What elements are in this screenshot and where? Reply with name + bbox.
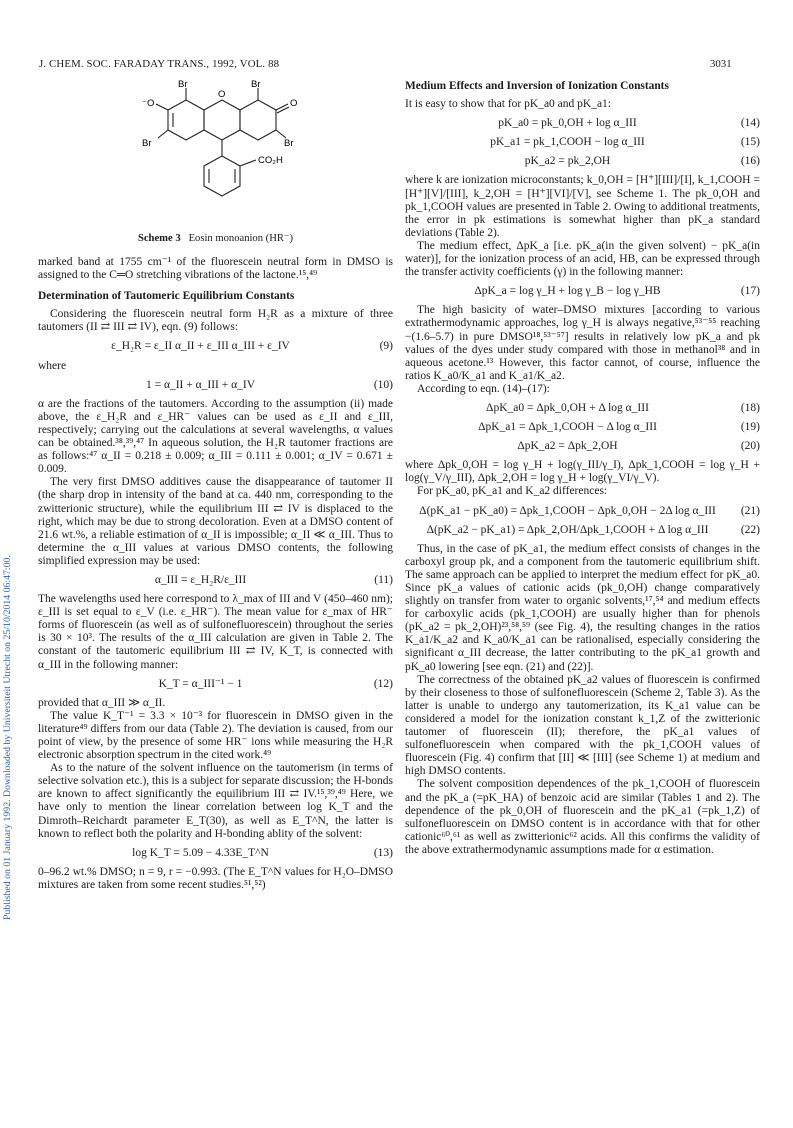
equation-17-number: (17) xyxy=(740,285,760,298)
paragraph-where-delta: where Δpk_0,OH = log γ_H + log(γ_III/γ_I), Δpk_1,COOH = log γ_H + log(γ_V/γ_III), Δpk_2,OH = log γ_H + log(γ_VI/γ_V). xyxy=(405,459,760,485)
paragraph-consider: Considering the fluorescein neutral form H₂R as a mixture of three tautomers (II ⇄ III ⇄ IV), eqn. (9) follows: xyxy=(38,308,393,334)
equation-13-number: (13) xyxy=(373,846,393,859)
eosin-structure xyxy=(38,80,393,228)
scheme-label-br2: Br xyxy=(251,80,261,90)
equation-13-body: log K_T = 5.09 − 4.33E_T^N xyxy=(132,846,269,859)
paragraph-correctness: The correctness of the obtained pK_a2 values of fluorescein is confirmed by their closeness to those of sulfonefluorescein (Scheme 2, Table 3). As the latter is unable to undergo any tautomerization, its K_a1 value can be considered a model for the ionization constant k_1,Z of the zwitterionic tautomer of fluorescein (II); therefore, the pK_a1 values of sulfonefluorescein when compared with the pk_1,COOH values of fluorescein (Fig. 4) confirm that [II] ≪ [III] (see Scheme 1) at medium and high DMSO contents. xyxy=(405,673,760,778)
equation-15-body: pK_a1 = pk_1,COOH − log α_III xyxy=(490,136,645,149)
equation-20-number: (20) xyxy=(740,440,760,453)
scheme-label-br4: Br xyxy=(284,138,294,149)
equation-15-number: (15) xyxy=(740,136,760,149)
equation-18-body: ΔpK_a0 = Δpk_0,OH + Δ log α_III xyxy=(486,401,649,414)
scheme-label-co2h: CO₂H xyxy=(258,155,283,166)
paragraph-kt-value: The value K_T⁻¹ = 3.3 × 10⁻³ for fluorescein in DMSO given in the literature⁴⁹ differs from our data (Table 2). The deviation is caused, from our point of view, by the presence of some HR⁻ ions while measuring the H₂R electronic absorption spectrum in the cited work.⁴⁹ xyxy=(38,709,393,762)
heading-medium-effects: Medium Effects and Inversion of Ionization Constants xyxy=(405,80,669,92)
equation-21-number: (21) xyxy=(740,504,760,517)
left-column xyxy=(38,80,393,892)
heading-tautomeric: Determination of Tautomeric Equilibrium Constants xyxy=(38,290,295,303)
scheme-label-br3: Br xyxy=(142,138,152,149)
running-header: J. CHEM. SOC. FARADAY TRANS., 1992, VOL. 88 xyxy=(39,58,280,70)
equation-9-number: (9) xyxy=(379,340,393,353)
equation-9-body: ε_H₂R = ε_II α_II + ε_III α_III + ε_IV xyxy=(111,340,290,353)
paragraph-medium-effect: The medium effect, ΔpK_a [i.e. pK_a(in the given solvent) − pK_a(in water)], for the ionization process of an acid, HB, can be expressed through the transfer activity coefficients (γ) in the following manner: xyxy=(405,239,760,279)
equation-9 xyxy=(38,340,393,353)
equation-21 xyxy=(405,505,760,518)
equation-19 xyxy=(405,421,760,434)
paragraph-nature: As to the nature of the solvent influence on the tautomerism (in terms of selective solvation etc.), this is a subject for separate discussion; the H-bonds are known to affect significantly the equilibrium III ⇄ IV.¹⁵,³⁹,⁴⁹ Here, we have only to mention the linear correlation between log K_T and the Dimroth–Reichardt parameter E_T(30), as well as E_T^N, the latter is known to reflect both the polarity and H-bonding ablity of the solvent: xyxy=(38,762,393,840)
equation-11 xyxy=(38,574,393,587)
paragraph-provided: provided that α_III ≫ α_II. xyxy=(38,696,166,709)
equation-12-number: (12) xyxy=(373,677,393,690)
equation-16 xyxy=(405,155,760,168)
equation-20-body: ΔpK_a2 = Δpk_2,OH xyxy=(517,440,618,453)
equation-13 xyxy=(38,847,393,860)
paragraph-solvent-composition: The solvent composition dependences of the pk_1,COOH of fluorescein and the pK_a (=pK_HA) of benzoic acid are similar (Tables 1 and 2). The dependence of the pk_0,OH of fluorescein and the pK_a1 (=pk_1,Z) of sulfonefluorescein on DMSO content is in accordance with that for other cationic⁶⁰,⁶¹ as well as zwitterionic⁶² acids. All this confirms the validity of the above extrathermodynamic assumptions made for α estimation. xyxy=(405,778,760,856)
download-notice-text: Published on 01 January 1992. Downloaded by Universiteit Utrecht on 25/10/2014 06:47:00. xyxy=(2,555,13,920)
equation-12 xyxy=(38,678,393,691)
equation-18 xyxy=(405,402,760,415)
paragraph-alpha: α are the fractions of the tautomers. According to the assumption (ii) made above, the ε_H₂R and ε_HR⁻ values can be used as ε_II and ε_III, respectively; carrying out the calculations at several wavelengths, α values can be obtained.³⁸,³⁹,⁴⁷ In aqueous solution, the H₂R tautomer fractions are as follows:⁴⁷ α_II = 0.218 ± 0.009; α_III = 0.111 ± 0.001; α_IV = 0.671 ± 0.009. xyxy=(38,397,393,476)
equation-16-body: pK_a2 = pk_2,OH xyxy=(524,155,611,168)
paragraph-basicity: The high basicity of water–DMSO mixtures [according to various extrathermodynamic approaches, log γ_H is always negative,⁵³⁻⁵⁵ reaching −(1.6–5.7) in pure DMSO¹⁸,⁵³⁻⁵⁷] results in relatively low pK_a and pk values of the dyes under study compared with those in methanol³⁸ and in aqueous acetone.¹³ However, this factor cannot, of course, influence the ratios K_a0/K_a1 and K_a1/K_a2. xyxy=(405,304,760,382)
equation-14 xyxy=(405,117,760,130)
paragraph-intro: marked band at 1755 cm⁻¹ of the fluorescein neutral form in DMSO is assigned to the C═O stretching vibrations of the lactone.¹⁵,⁴⁹ xyxy=(38,256,393,282)
equation-16-number: (16) xyxy=(740,155,760,168)
equation-22-body: Δ(pK_a2 − pK_a1) = Δpk_2,OH/Δpk_1,COOH + Δ log α_III xyxy=(426,523,709,536)
equation-10-body: 1 = α_II + α_III + α_IV xyxy=(145,378,256,391)
equation-20 xyxy=(405,440,760,453)
scheme-caption-label: Scheme 3 xyxy=(137,233,181,245)
equation-10-number: (10) xyxy=(373,378,393,391)
paragraph-thus: Thus, in the case of pK_a1, the medium effect consists of changes in the carboxyl group pk, and a component from the tautomeric equilibrium shift. The same approach can be applied to interpret the medium effect for pK_a0. Since pK_a values of cationic acids (pk_0,OH) change comparatively slightly on transfer from water to organic solvents,¹⁷,⁵⁴ and medium effects for carboxylic acids (pk_1,COOH) are usually higher than for phenols (pK_a2 = pk_2,OH)²³,⁵⁸,⁵⁹ (see Fig. 4), the resulting changes in the ratios K_a1/K_a2 and K_a0/K_a1 can be rationalised, especially considering the significant α_III decrease, the latter contributing to the pK_a1 growth and pK_a0 lowering [see eqn. (21) and (22)]. xyxy=(405,542,760,673)
equation-22-number: (22) xyxy=(740,523,760,536)
equation-11-number: (11) xyxy=(374,573,393,586)
equation-17 xyxy=(405,285,760,298)
scheme-label-o-ring: O xyxy=(218,89,226,100)
paragraph-according: According to eqn. (14)–(17): xyxy=(417,382,550,395)
equation-18-number: (18) xyxy=(740,401,760,414)
equation-12-body: K_T = α_III⁻¹ − 1 xyxy=(158,677,243,690)
scheme-caption-text: Eosin monoanion (HR⁻) xyxy=(188,233,294,245)
equation-17-body: ΔpK_a = log γ_H + log γ_B − log γ_HB xyxy=(474,285,661,298)
paragraph-wavelengths: The wavelengths used here correspond to λ_max of III and V (450–460 nm); ε_III is set equal to ε_V (i.e. ε_HR⁻). The mean value for ε_max of HR⁻ forms of fluorescein (as well as of sulfonefluorescein) throughout the series is 30 × 10³. The results of the α_III calculation are given in Table 2. The constant of the tautomeric equilibrium III ⇄ IV, K_T, is connected with α_III in the following manner: xyxy=(38,593,393,671)
equation-14-number: (14) xyxy=(740,117,760,130)
paragraph-first-dmso: The very first DMSO additives cause the disappearance of tautomer II (the sharp drop in intensity of the band at ca. 440 nm, corresponding to the zwitterionic structure), while the equilibrium III ⇄ IV is displaced to the right, which may be due to strong decoloration. Even at a DMSO content of 21.6 wt.%, a reliable estimation of α_II is impossible; α_II ≪ α_III. Thus to determine the α_III values at various DMSO contents, the following simplified expression may be used: xyxy=(38,476,393,567)
equation-19-number: (19) xyxy=(740,421,760,434)
scheme-label-br1: Br xyxy=(178,80,188,90)
equation-19-body: ΔpK_a1 = Δpk_1,COOH − Δ log α_III xyxy=(478,421,657,434)
equation-15 xyxy=(405,136,760,149)
paragraph-for-differences: For pK_a0, pK_a1 and K_a2 differences: xyxy=(417,485,608,498)
paragraph-where: where xyxy=(38,359,67,372)
equation-14-body: pK_a0 = pk_0,OH + log α_III xyxy=(498,117,637,130)
scheme-3-figure xyxy=(38,80,393,250)
page-number: 3031 xyxy=(710,58,732,70)
scheme-label-ominus: ⁻O xyxy=(142,98,155,109)
paragraph-easy: It is easy to show that for pK_a0 and pK_a1: xyxy=(405,98,612,111)
equation-22 xyxy=(405,524,760,537)
scheme-label-o-keto: O xyxy=(290,98,298,109)
scheme-caption xyxy=(38,232,393,245)
download-notice xyxy=(0,220,18,920)
equation-21-body: Δ(pK_a1 − pK_a0) = Δpk_1,COOH − Δpk_0,OH − 2Δ log α_III xyxy=(419,504,716,517)
equation-10 xyxy=(38,379,393,392)
paragraph-range: 0–96.2 wt.% DMSO; n = 9, r = −0.993. (The E_T^N values for H₂O–DMSO mixtures are taken from some recent studies.⁵¹,⁵²) xyxy=(38,865,393,891)
equation-11-body: α_III = ε_H₂R/ε_III xyxy=(154,573,247,586)
right-column xyxy=(405,80,760,857)
paragraph-microconstants: where k are ionization microconstants; k_0,OH = [H⁺][III]/[I], k_1,COOH = [H⁺][V]/[III], k_2,OH = [H⁺][VI]/[V], see Scheme 1. The pk_0,OH and pk_1,COOH values are presented in Table 2. Owing to additional treatments, the error in pk estimations is somewhat higher than pK_a standard deviations (Table 2). xyxy=(405,174,760,239)
